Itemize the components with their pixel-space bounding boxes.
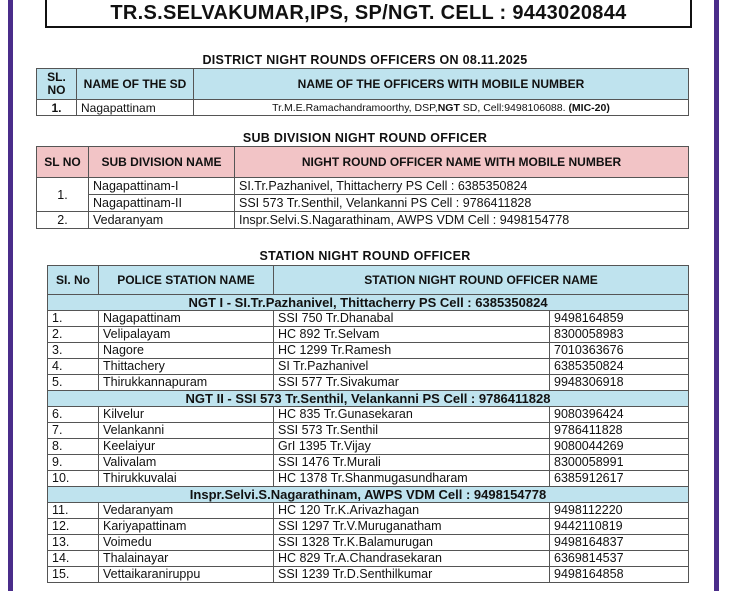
cell-mobile: 9498164837: [550, 535, 689, 551]
cell-officer: SSI 750 Tr.Dhanabal: [274, 311, 550, 327]
cell-mobile: 6385350824: [550, 359, 689, 375]
cell-sl: 9.: [48, 455, 99, 471]
cell-sl: 5.: [48, 375, 99, 391]
cell-mobile: 9498164858: [550, 567, 689, 583]
cell-officer: [194, 100, 689, 116]
sp-contact-banner: TR.S.SELVAKUMAR,IPS, SP/NGT. CELL : 9443020844: [45, 0, 692, 28]
col-header-officers: NAME OF THE OFFICERS WITH MOBILE NUMBER: [194, 69, 689, 100]
table-row: [48, 503, 689, 519]
cell-sl: 12.: [48, 519, 99, 535]
cell-officer: Inspr.Selvi.S.Nagarathinam, AWPS VDM Cell : 9498154778: [235, 212, 689, 229]
table-row: [48, 327, 689, 343]
cell-officer: SSI 1239 Tr.D.Senthilkumar: [274, 567, 550, 583]
col-header-officer: NIGHT ROUND OFFICER NAME WITH MOBILE NUMBER: [235, 147, 689, 178]
cell-police-station: Thirukkannapuram: [99, 375, 274, 391]
table-row: [48, 455, 689, 471]
group-heading: NGT I - SI.Tr.Pazhanivel, Thittacherry PS Cell : 6385350824: [48, 295, 689, 311]
cell-mobile: 9080044269: [550, 439, 689, 455]
col-header-sl: SL. NO: [37, 69, 77, 100]
group-heading-row: [48, 391, 689, 407]
group-heading: NGT II - SSI 573 Tr.Senthil, Velankanni PS Cell : 9786411828: [48, 391, 689, 407]
table-row: [48, 359, 689, 375]
cell-sl: 8.: [48, 439, 99, 455]
cell-mobile: 9786411828: [550, 423, 689, 439]
subdivision-section-title: SUB DIVISION NIGHT ROUND OFFICER: [242, 131, 488, 145]
station-officers-table: [47, 265, 689, 583]
station-table-body: [48, 295, 689, 583]
cell-police-station: Nagore: [99, 343, 274, 359]
cell-sd: Nagapattinam-II: [89, 195, 235, 212]
table-row: [48, 343, 689, 359]
table-row: [48, 375, 689, 391]
cell-police-station: Thittachery: [99, 359, 274, 375]
cell-police-station: Valivalam: [99, 455, 274, 471]
subdivision-officers-table: [36, 146, 689, 229]
cell-sl: 4.: [48, 359, 99, 375]
table-row: [37, 178, 689, 195]
cell-mobile: 9080396424: [550, 407, 689, 423]
cell-sl: 14.: [48, 551, 99, 567]
group-heading-row: [48, 487, 689, 503]
cell-mobile: 7010363676: [550, 343, 689, 359]
cell-officer: HC 835 Tr.Gunasekaran: [274, 407, 550, 423]
cell-police-station: Voimedu: [99, 535, 274, 551]
cell-police-station: Velipalayam: [99, 327, 274, 343]
cell-officer: HC 1378 Tr.Shanmugasundharam: [274, 471, 550, 487]
cell-sl: 2.: [37, 212, 89, 229]
cell-officer: SSI 573 Tr.Senthil, Velankanni PS Cell : 9786411828: [235, 195, 689, 212]
table-row: [48, 551, 689, 567]
table-row: [48, 311, 689, 327]
cell-officer: GrI 1395 Tr.Vijay: [274, 439, 550, 455]
cell-police-station: Keelaiyur: [99, 439, 274, 455]
cell-officer: SSI 577 Tr.Sivakumar: [274, 375, 550, 391]
cell-sd: Nagapattinam: [77, 100, 194, 116]
cell-mobile: 6369814537: [550, 551, 689, 567]
cell-sl: 10.: [48, 471, 99, 487]
table-header-row: [37, 147, 689, 178]
table-row: [48, 471, 689, 487]
cell-mobile: 8300058983: [550, 327, 689, 343]
table-header-row: [37, 69, 689, 100]
cell-sd: Vedaranyam: [89, 212, 235, 229]
table-row: [48, 407, 689, 423]
page-border-left: [8, 0, 13, 591]
cell-sd: Nagapattinam-I: [89, 178, 235, 195]
cell-officer: HC 829 Tr.A.Chandrasekaran: [274, 551, 550, 567]
cell-sl: 1.: [37, 178, 89, 212]
cell-officer: SSI 1328 Tr.K.Balamurugan: [274, 535, 550, 551]
station-section-title: STATION NIGHT ROUND OFFICER: [259, 249, 471, 263]
cell-sl: 1.: [37, 100, 77, 116]
cell-sl: 11.: [48, 503, 99, 519]
table-row: [37, 100, 689, 116]
cell-officer: HC 1299 Tr.Ramesh: [274, 343, 550, 359]
cell-sl: 13.: [48, 535, 99, 551]
officer-cell: SD, Cell:9498106088.: [459, 101, 569, 114]
cell-officer: HC 120 Tr.K.Arivazhagan: [274, 503, 550, 519]
cell-sl: 6.: [48, 407, 99, 423]
cell-mobile: 9442110819: [550, 519, 689, 535]
cell-mobile: 9498112220: [550, 503, 689, 519]
cell-officer: SSI 1476 Tr.Murali: [274, 455, 550, 471]
cell-police-station: Vedaranyam: [99, 503, 274, 519]
cell-sl: 3.: [48, 343, 99, 359]
col-header-sl: SI. No: [48, 266, 99, 295]
cell-police-station: Velankanni: [99, 423, 274, 439]
mic-code: (MIC-20): [568, 101, 610, 114]
cell-police-station: Thirukkuvalai: [99, 471, 274, 487]
cell-police-station: Nagapattinam: [99, 311, 274, 327]
col-header-officer: STATION NIGHT ROUND OFFICER NAME: [274, 266, 689, 295]
officer-text: Tr.M.E.Ramachandramoorthy, DSP,: [272, 101, 438, 114]
cell-officer: SI Tr.Pazhanivel: [274, 359, 550, 375]
col-header-sd: NAME OF THE SD: [77, 69, 194, 100]
cell-officer: SI.Tr.Pazhanivel, Thittacherry PS Cell : 6385350824: [235, 178, 689, 195]
cell-sl: 7.: [48, 423, 99, 439]
table-header-row: [48, 266, 689, 295]
cell-police-station: Vettaikaraniruppu: [99, 567, 274, 583]
table-row: [48, 567, 689, 583]
cell-sl: 1.: [48, 311, 99, 327]
cell-sl: 15.: [48, 567, 99, 583]
cell-officer: HC 892 Tr.Selvam: [274, 327, 550, 343]
cell-mobile: 9498164859: [550, 311, 689, 327]
table-row: [48, 423, 689, 439]
district-officers-table: [36, 68, 689, 116]
group-heading: Inspr.Selvi.S.Nagarathinam, AWPS VDM Cell : 9498154778: [48, 487, 689, 503]
cell-officer: SSI 1297 Tr.V.Muruganatham: [274, 519, 550, 535]
table-row: [37, 212, 689, 229]
cell-officer: SSI 573 Tr.Senthil: [274, 423, 550, 439]
officer-sd-code: NGT: [437, 101, 460, 114]
table-row: [37, 195, 689, 212]
district-section-title: DISTRICT NIGHT ROUNDS OFFICERS ON 08.11.2025: [202, 53, 528, 67]
table-row: [48, 439, 689, 455]
cell-police-station: Kilvelur: [99, 407, 274, 423]
col-header-sl: SL NO: [37, 147, 89, 178]
col-header-sd: SUB DIVISION NAME: [89, 147, 235, 178]
page-border-right: [714, 0, 719, 591]
group-heading-row: [48, 295, 689, 311]
table-row: [48, 519, 689, 535]
cell-mobile: 8300058991: [550, 455, 689, 471]
cell-mobile: 6385912617: [550, 471, 689, 487]
table-row: [48, 535, 689, 551]
cell-sl: 2.: [48, 327, 99, 343]
cell-mobile: 9948306918: [550, 375, 689, 391]
cell-police-station: Thalainayar: [99, 551, 274, 567]
cell-police-station: Kariyapattinam: [99, 519, 274, 535]
col-header-ps: POLICE STATION NAME: [99, 266, 274, 295]
